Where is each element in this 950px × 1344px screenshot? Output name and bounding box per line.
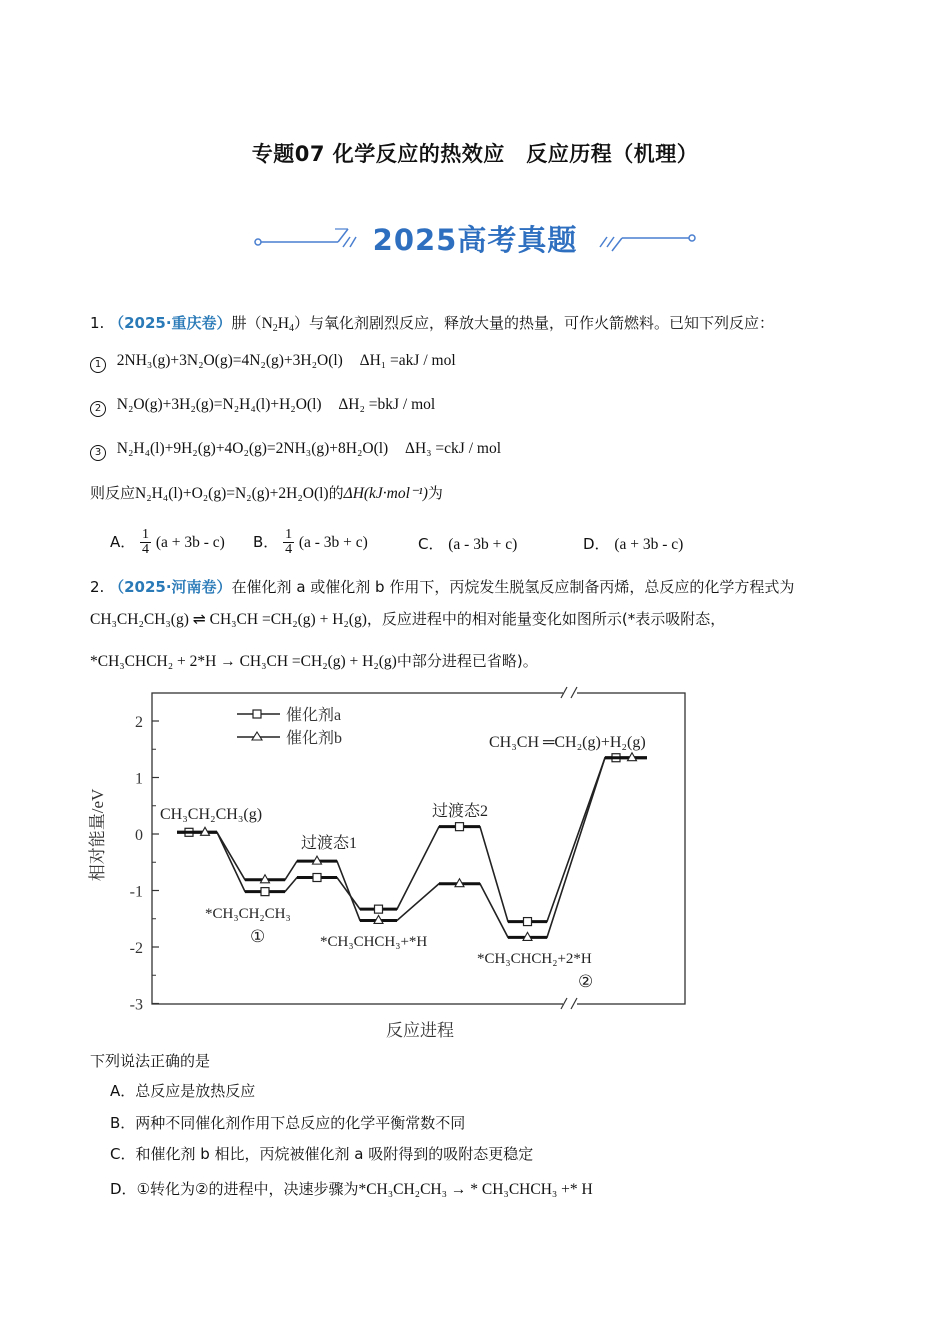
fraction-denominator: 4 [285,542,293,557]
label-ads3: *CH₃CHCH₂+2*H [477,951,592,967]
q1-ask-equation: N₂H₄(l)+O₂(g)=N₂(g)+2H₂O(l) [135,485,329,502]
option-text: 总反应是放热反应 [135,1082,256,1100]
q1-stem-b: ）与氧化剂剧烈反应，释放大量的热量，可作火箭燃料。已知下列反应： [293,314,774,332]
option-letter: A． [110,533,136,551]
q1-ask-suffix: 为 [427,484,443,502]
reaction-equation: N₂O(g)+3H₂(g)=N₂H₄(l)+H₂O(l) [116,396,322,413]
label-mark1: ① [250,927,266,946]
fraction-numerator: 1 [285,527,293,542]
marker-square [456,823,464,831]
marker-square [524,918,532,926]
marker-square [313,874,321,882]
q1-option-b[interactable] [253,528,368,557]
option-letter: B． [253,533,279,551]
option-expression: (a + 3b - c) [155,534,225,551]
option-text: 和催化剂 b 相比，丙烷被催化剂 a 吸附得到的吸附态更稳定 [135,1145,534,1163]
y-tick-label: 2 [135,714,143,731]
option-letter: D． [583,535,610,553]
q1-option-d[interactable] [583,533,683,556]
q1-ask-prefix: 则反应 [90,484,136,502]
legend-label-b: 催化剂b [286,730,343,747]
reaction-enthalpy: ΔH₂ =bkJ / mol [338,396,436,413]
q1-ask-mid: 的 [328,484,344,502]
q2-stem3: 中部分进程已省略)。 [396,652,538,670]
option-equation: *CH₃CH₂CH₃ → * CH₃CHCH₃ +* H [358,1181,593,1198]
q2-number: 2. [90,578,105,596]
x-axis-label: 反应进程 [386,1021,454,1040]
option-expression: (a - 3b + c) [298,534,368,551]
option-text: 两种不同催化剂作用下总反应的化学平衡常数不同 [135,1114,466,1132]
q2-partial-equation: *CH₃CHCH₂ + 2*H → CH₃CH =CH₂(g) + H₂(g) [90,653,397,670]
option-expression: (a - 3b + c) [448,536,518,553]
marker-square [375,905,383,913]
q2-stem1: 在催化剂 a 或催化剂 b 作用下，丙烷发生脱氢反应制备丙烯，总反应的化学方程式为 [231,578,795,596]
q2-stem-line3 [90,650,538,673]
option-letter: D． [110,1180,137,1198]
q1-reaction-1 [90,349,456,373]
q1-stem-a: 肼（ [231,314,262,332]
option-letter: B． [110,1114,136,1132]
q1-ask-unit: ΔH(kJ·mol⁻¹) [343,485,428,502]
label-ads2: *CH₃CHCH₃+*H [320,934,428,950]
legend-label-a: 催化剂a [286,707,342,724]
y-tick-label: -3 [129,996,143,1014]
circled-number: 2 [90,401,106,417]
label-ts1: 过渡态1 [301,835,358,852]
option-letter: A． [110,1082,136,1100]
series-line-a [177,758,647,922]
axis-break-bottom [561,998,577,1010]
q2-stem-line1 [90,576,794,598]
q2-total-equation: CH₃CH₂CH₃(g) ⇌ CH₃CH =CH₂(g) + H₂(g) [90,611,367,628]
reaction-enthalpy: ΔH₃ =ckJ / mol [404,440,501,457]
q1-reaction-3 [90,437,501,461]
circled-number: 1 [90,357,106,373]
fraction-numerator: 1 [142,527,150,542]
option-letter: C． [418,535,444,553]
label-reactant: CH₃CH₂CH₃(g) [160,806,263,823]
q1-reaction-2 [90,393,435,417]
q2-stem2: ，反应进程中的相对能量变化如图所示(*表示吸附态， [366,610,726,628]
q1-number: 1. [90,314,105,332]
y-tick-label: 0 [135,827,143,844]
label-mark2: ② [578,972,594,991]
q2-option-c[interactable] [110,1143,533,1165]
circled-number: 3 [90,445,106,461]
fraction [140,528,151,557]
q1-option-c[interactable] [418,533,517,556]
option-expression: (a + 3b - c) [614,536,684,553]
chart-legend [237,705,342,747]
q1-source: （2025·重庆卷） [109,314,232,332]
q2-question: 下列说法正确的是 [90,1052,211,1070]
label-ads1: *CH₃CH₂CH₃ [205,906,291,922]
option-text: ①转化为②的进程中，决速步骤为 [136,1180,359,1198]
energy-profile-chart [85,685,695,1047]
page-title: 专题07 化学反应的热效应 反应历程（机理） [251,142,699,166]
y-tick-label: -2 [129,940,143,957]
y-tick-label: 1 [135,770,143,788]
reaction-enthalpy: ΔH₁ =akJ / mol [359,352,456,369]
y-tick-label: -1 [129,883,143,901]
legend-triangle-marker [252,732,262,740]
fraction [283,528,294,557]
q1-option-a[interactable] [110,528,225,557]
banner-title: 2025高考真题 [372,223,578,257]
option-letter: C． [110,1145,136,1163]
legend-square-marker [253,710,261,718]
y-axis-label: 相对能量/eV [88,788,107,882]
reaction-equation: N₂H₄(l)+9H₂(g)+4O₂(g)=2NH₃(g)+8H₂O(l) [116,440,389,457]
q2-stem-line2 [90,608,725,631]
q1-ask [90,482,443,505]
q1-stem [90,312,774,335]
label-ts2: 过渡态2 [432,803,489,820]
q2-option-d[interactable] [110,1178,593,1201]
label-product: CH₃CH ═CH₂(g)+H₂(g) [489,734,646,751]
q2-source: （2025·河南卷） [109,578,232,596]
reaction-equation: 2NH₃(g)+3N₂O(g)=4N₂(g)+3H₂O(l) [116,352,343,369]
axis-break-top [561,687,577,699]
marker-square [261,888,269,896]
q2-option-b[interactable] [110,1112,465,1134]
fraction-denominator: 4 [142,542,150,557]
q1-hydrazine-formula: $N_2H_4$ [261,315,294,334]
q2-option-a[interactable] [110,1080,255,1102]
